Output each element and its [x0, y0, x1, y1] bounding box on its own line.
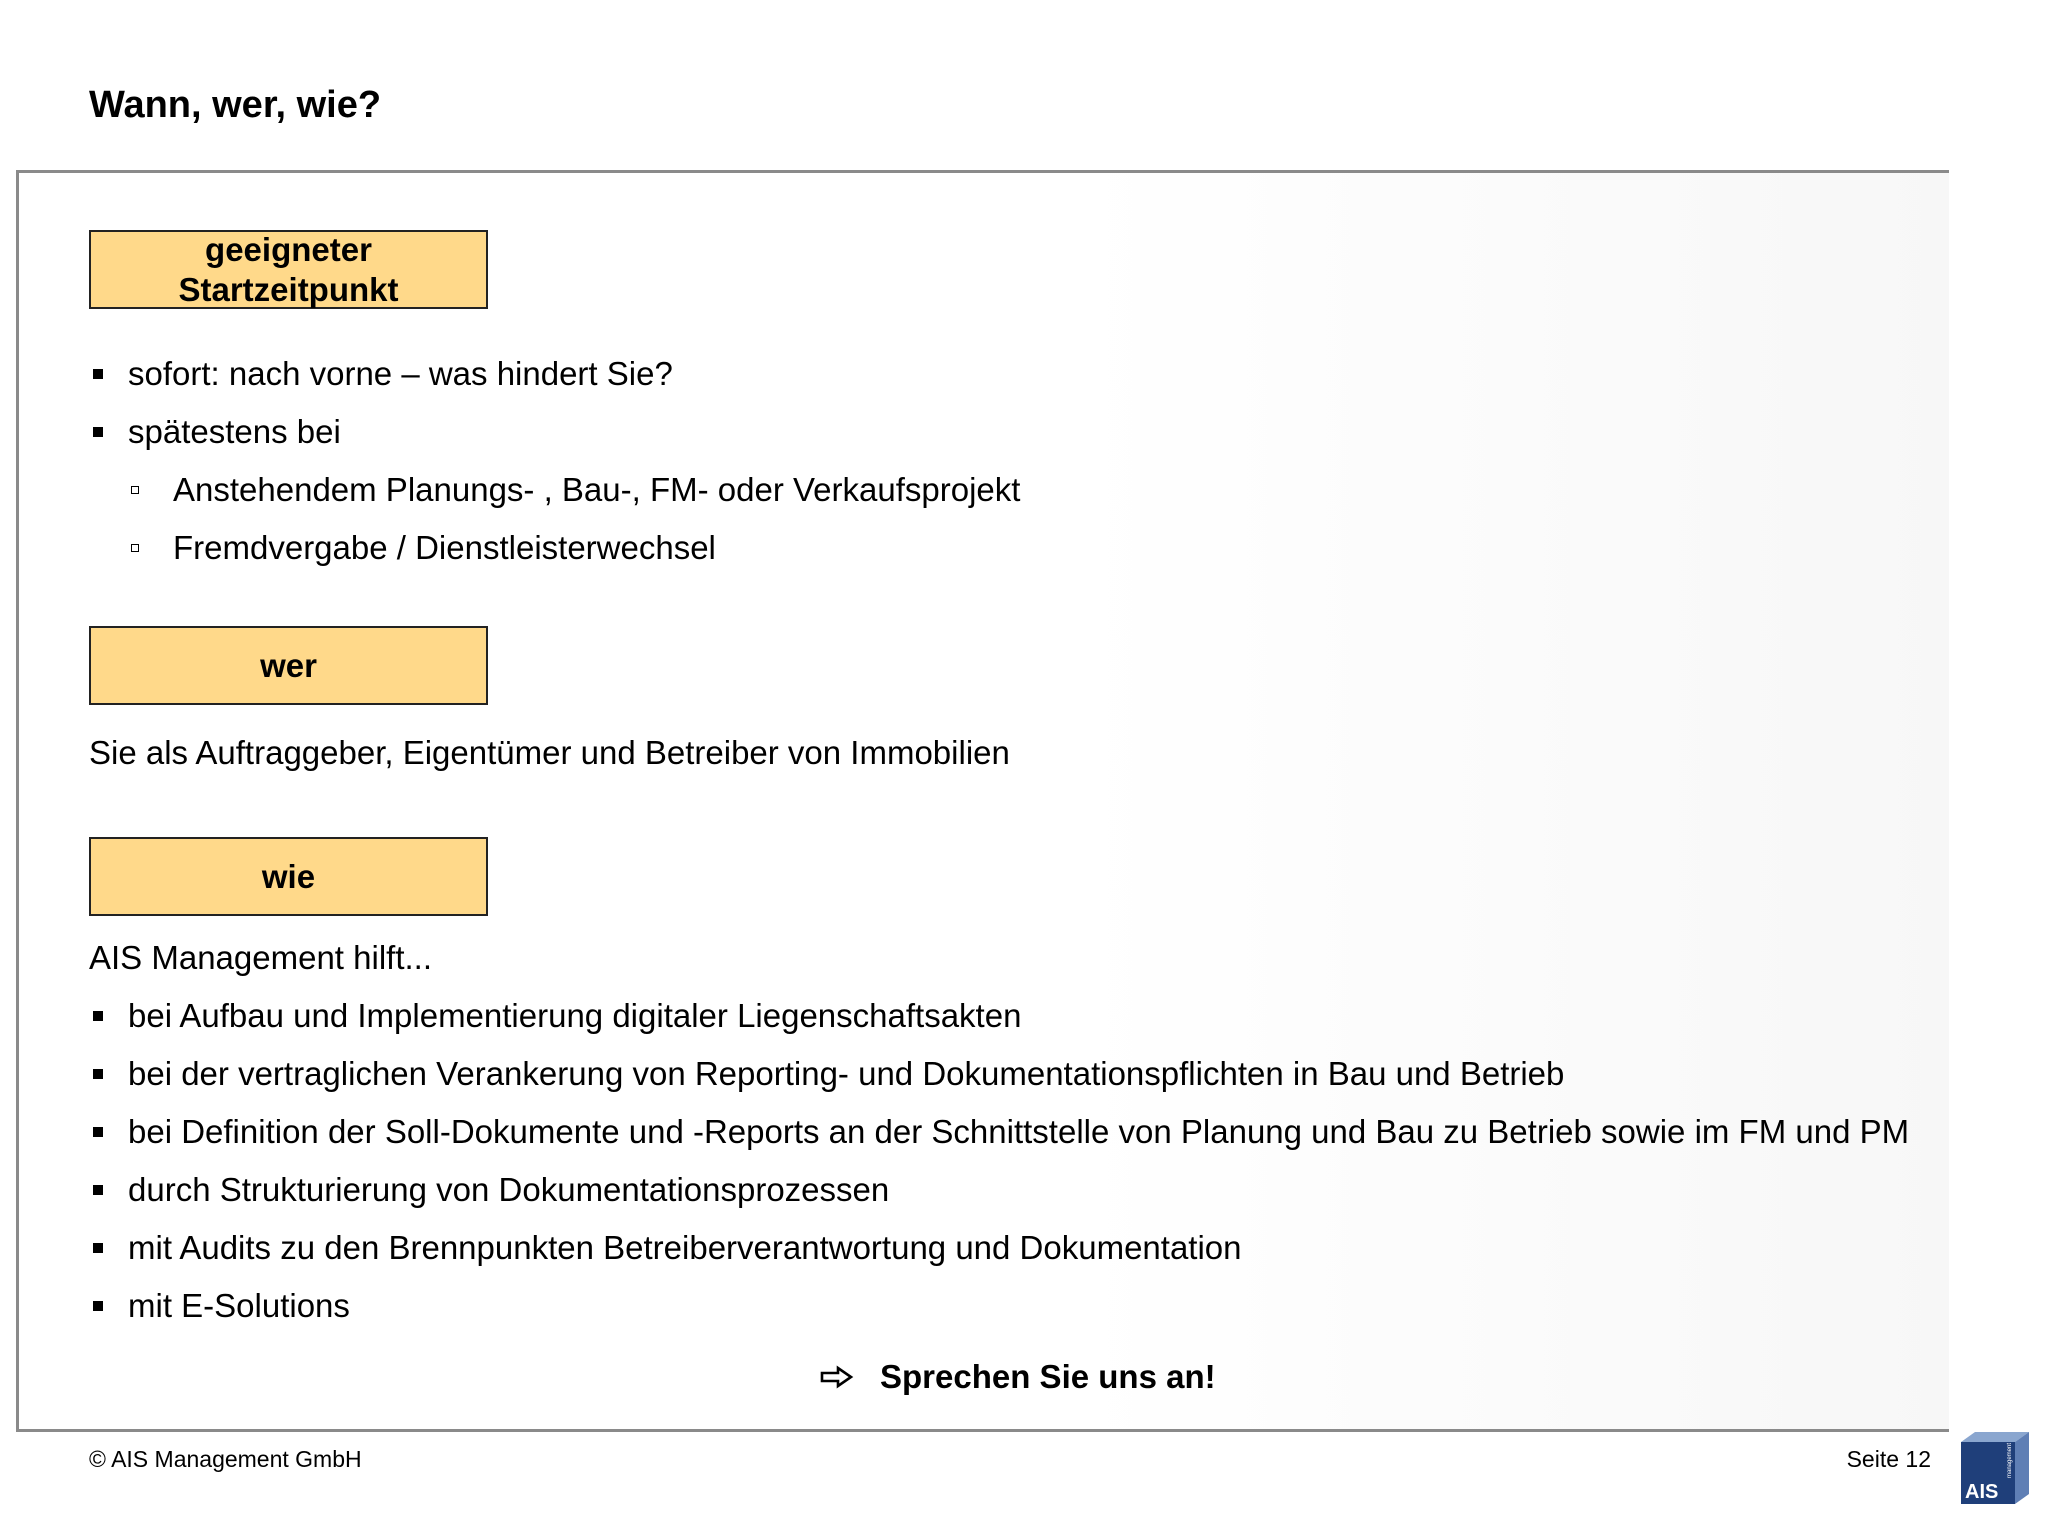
who-text: Sie als Auftraggeber, Eigentümer und Betreiber von Immobilien: [89, 734, 1010, 771]
arrow-right-outline-icon: [820, 1365, 854, 1389]
list-item: [89, 1165, 889, 1215]
square-bullet-icon: [93, 1301, 103, 1311]
square-bullet-icon: [93, 1127, 103, 1137]
list-item: [89, 1107, 1909, 1157]
footer-page-number: Seite 12: [1846, 1446, 1931, 1472]
sub-bullet-text: Fremdvergabe / Dienstleisterwechsel: [173, 529, 716, 566]
section-box-start: [89, 230, 488, 309]
slide-title: Wann, wer, wie?: [89, 84, 382, 126]
hollow-square-bullet-icon: [131, 544, 139, 552]
bullet-text: bei Aufbau und Implementierung digitaler Liegenschaftsakten: [128, 997, 1022, 1034]
list-item: [89, 1049, 1564, 1099]
bullet-text: sofort: nach vorne – was hindert Sie?: [128, 355, 673, 392]
how-intro: AIS Management hilft...: [89, 939, 433, 976]
sub-bullet-text: Anstehendem Planungs- , Bau-, FM- oder Verkaufsprojekt: [173, 471, 1021, 508]
list-item: [89, 1223, 1242, 1273]
section-start-label-line1: geeigneter: [205, 230, 372, 268]
call-to-action: [820, 1352, 1216, 1402]
list-item: [89, 1281, 350, 1331]
bullet-text: bei Definition der Soll-Dokumente und -Reports an der Schnittstelle von Planung und Bau zu Betrieb sowie im FM und PM: [128, 1113, 1910, 1150]
list-item: [89, 991, 1021, 1041]
logo-subtext: management: [2007, 1442, 2013, 1478]
logo-text: AIS: [1965, 1481, 1999, 1503]
hollow-square-bullet-icon: [131, 486, 139, 494]
bullet-text: bei der vertraglichen Verankerung von Reporting- und Dokumentationspflichten in Bau und Betrieb: [128, 1055, 1565, 1092]
bullet-text: mit E-Solutions: [128, 1287, 350, 1324]
square-bullet-icon: [93, 369, 103, 379]
square-bullet-icon: [93, 427, 103, 437]
section-who-label: wer: [260, 646, 317, 684]
sub-list-item: [131, 523, 716, 573]
bullet-text: durch Strukturierung von Dokumentationsprozessen: [128, 1171, 890, 1208]
section-box-how: [89, 837, 488, 916]
cta-text: Sprechen Sie uns an!: [880, 1358, 1216, 1395]
bullet-text: mit Audits zu den Brennpunkten Betreiberverantwortung und Dokumentation: [128, 1229, 1242, 1266]
section-box-who: [89, 626, 488, 705]
square-bullet-icon: [93, 1011, 103, 1021]
ais-management-logo: [1957, 1432, 2029, 1504]
bullet-text: spätestens bei: [128, 413, 341, 450]
square-bullet-icon: [93, 1243, 103, 1253]
section-how-label: wie: [261, 857, 316, 895]
list-item: [89, 349, 673, 399]
section-start-label-line2: Startzeitpunkt: [178, 270, 399, 308]
list-item: [89, 407, 341, 457]
footer-copyright: © AIS Management GmbH: [89, 1446, 362, 1472]
square-bullet-icon: [93, 1069, 103, 1079]
square-bullet-icon: [93, 1185, 103, 1195]
sub-list-item: [131, 465, 1020, 515]
